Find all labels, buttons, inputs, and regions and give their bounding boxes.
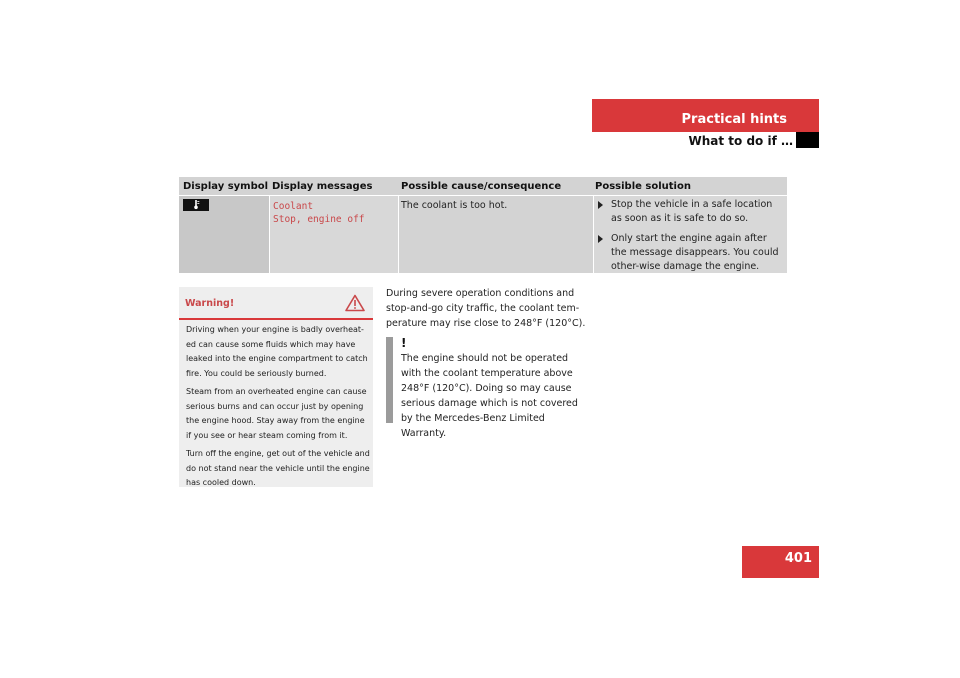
cell-message: [270, 196, 398, 273]
col-possible-cause: Possible cause/consequence: [401, 181, 562, 192]
table-header: [179, 177, 787, 195]
coolant-temperature-icon: [183, 199, 209, 211]
message-line-1: Coolant: [273, 201, 314, 212]
note-bar: [386, 337, 393, 423]
solution-item: Only start the engine again after the message disappears. You could other-wise damage the engine.: [598, 232, 784, 274]
warning-paragraph: Turn off the engine, get out of the vehicle and do not stand near the vehicle until the engine has cooled down.: [186, 449, 370, 487]
bullet-arrow-icon: [598, 201, 603, 209]
warning-box: [179, 287, 373, 487]
warning-paragraph: Driving when your engine is badly overheat-ed can cause some fluids which may have leaked into the engine compartment to catch fire. You could be seriously burned.: [186, 325, 368, 378]
section-title: Practical hints: [592, 99, 819, 132]
bullet-arrow-icon: [598, 235, 603, 243]
warning-header: [179, 287, 373, 320]
subsection-title: What to do if …: [688, 134, 793, 148]
cell-symbol: [179, 196, 269, 273]
warning-title: Warning!: [185, 298, 235, 309]
message-line-2: Stop, engine off: [273, 214, 365, 225]
display-messages-table: [179, 177, 787, 273]
col-display-messages: Display messages: [272, 181, 373, 192]
warning-body: [186, 323, 370, 495]
note-text: The engine should not be operated with the coolant temperature above 248°F (120°C). Doing so may cause serious damage which is not covered by the Mercedes-Benz Limited Warranty.: [401, 353, 578, 439]
warning-paragraph: Steam from an overheated engine can cause serious burns and can occur just by opening the engine hood. Stay away from the engine if you see or hear steam coming from it.: [186, 387, 367, 440]
header-marker: [796, 132, 819, 148]
note-exclamation-icon: !: [401, 336, 407, 350]
body-paragraph: During severe operation conditions and stop-and-go city traffic, the coolant tem-perature may rise close to 248°F (120°C).: [386, 288, 586, 329]
cause-text: The coolant is too hot.: [401, 200, 508, 211]
warning-triangle-icon: [345, 294, 365, 316]
col-possible-solution: Possible solution: [595, 181, 691, 192]
solution-item: Stop the vehicle in a safe location as soon as it is safe to do so.: [598, 198, 784, 226]
page-number: 401: [742, 546, 819, 578]
cell-solution: [594, 196, 787, 273]
col-display-symbol: Display symbol: [183, 181, 269, 192]
cell-cause: [399, 196, 593, 273]
